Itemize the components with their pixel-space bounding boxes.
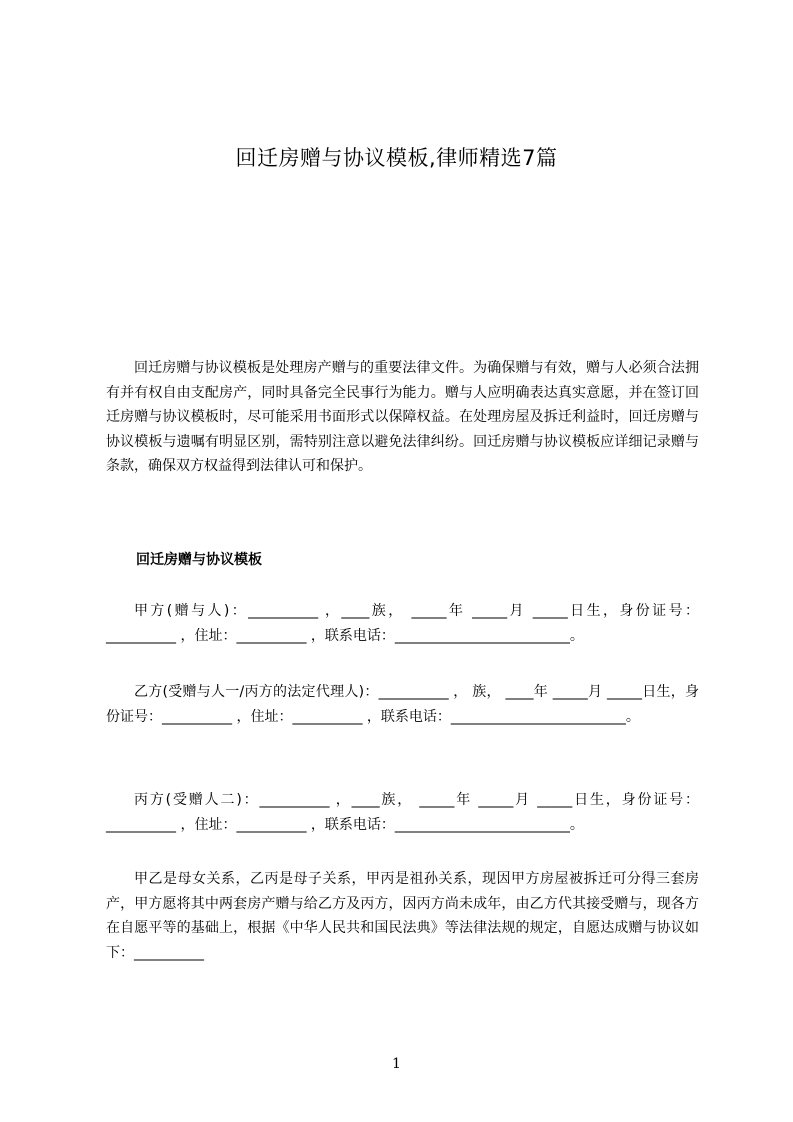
relationship-paragraph: 甲乙是母女关系，乙丙是母子关系，甲丙是祖孙关系，现因甲方房屋被拆迁可分得三套房产，甲方愿将其中两套房产赠与给乙方及丙方，因丙方尚未成年，由乙方代其接受赠与，现各方在自愿平等的基础上，根据《中华人民共和国民法典》等法律法规的规定，自愿达成赠与协议如下：__________ xyxy=(106,871,699,961)
section-heading: 回迁房赠与协议模板 xyxy=(136,552,262,568)
party-bing-paragraph: 丙方(受赠人二)：__________ ，____族， _____年 _____月 _____日生，身份证号：__________ ，住址：__________ ，联系电话：_________________________。 xyxy=(106,792,699,833)
document-title: 回迁房赠与协议模板,律师精选7篇 xyxy=(235,146,558,170)
page-number: 1 xyxy=(392,1056,401,1072)
intro-paragraph: 回迁房赠与协议模板是处理房产赠与的重要法律文件。为确保赠与有效，赠与人必须合法拥有并有权自由支配房产，同时具备完全民事行为能力。赠与人应明确表达真实意愿，并在签订回迁房赠与协议模板时，尽可能采用书面形式以保障权益。在处理房屋及拆迁利益时，回迁房赠与协议模板与遗嘱有明显区别，需特别注意以避免法律纠纷。回迁房赠与协议模板应详细记录赠与条款，确保双方权益得到法律认可和保护。 xyxy=(106,360,699,474)
party-jia-paragraph: 甲方(赠与人)：__________ ，____族， _____年 _____月 _____日生，身份证号：__________ ，住址：__________ ，联系电话：_________________________。 xyxy=(106,603,699,644)
party-yi-paragraph: 乙方(受赠与人一/丙方的法定代理人)：__________ ， 族， ____年 _____月 _____日生，身份证号：__________ ，住址：__________ ，联系电话：_________________________。 xyxy=(106,684,699,725)
